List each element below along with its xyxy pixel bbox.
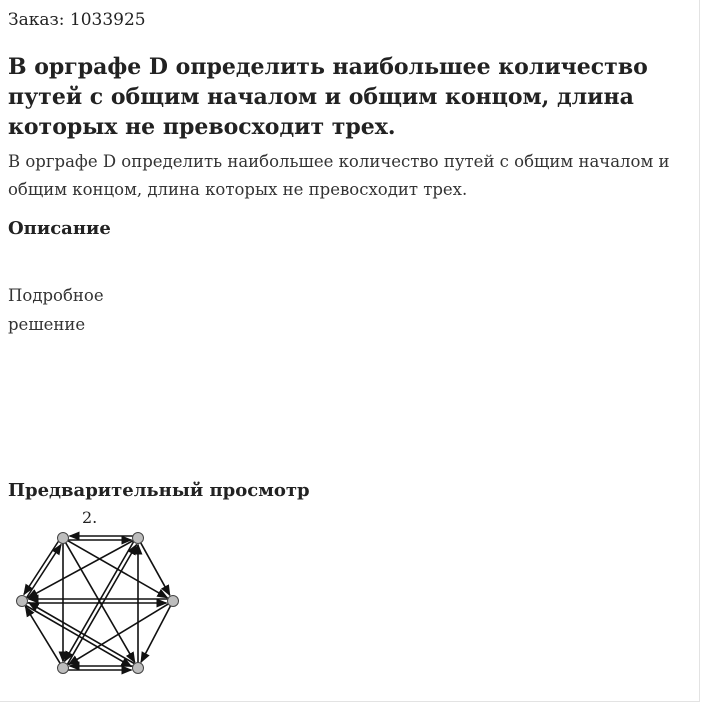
page-title: В орграфе D определить наибольшее количество путей с общим началом и общим концом, длина которых не превосходит трех. bbox=[8, 54, 648, 140]
graph-vertex bbox=[58, 533, 69, 544]
graph-edge bbox=[24, 542, 58, 595]
graph-vertex bbox=[133, 663, 144, 674]
digraph-preview-image bbox=[10, 528, 185, 678]
graph-number-label: 2. bbox=[82, 508, 98, 527]
graph-vertex bbox=[58, 663, 69, 674]
graph-edge bbox=[141, 606, 171, 662]
detail-solution-text: Подробное решение bbox=[8, 286, 104, 334]
graph-edge bbox=[141, 543, 170, 596]
graph-vertex bbox=[17, 596, 28, 607]
preview-heading: Предварительный просмотр bbox=[8, 480, 310, 501]
graph-edges bbox=[24, 536, 171, 670]
description-text: В орграфе D определить наибольшее количество путей с общим началом и общим концом, длина которых не превосходит трех. bbox=[8, 152, 670, 199]
graph-vertex bbox=[168, 596, 179, 607]
description-heading: Описание bbox=[8, 218, 111, 239]
graph-vertex bbox=[133, 533, 144, 544]
order-number: Заказ: 1033925 bbox=[8, 10, 146, 30]
